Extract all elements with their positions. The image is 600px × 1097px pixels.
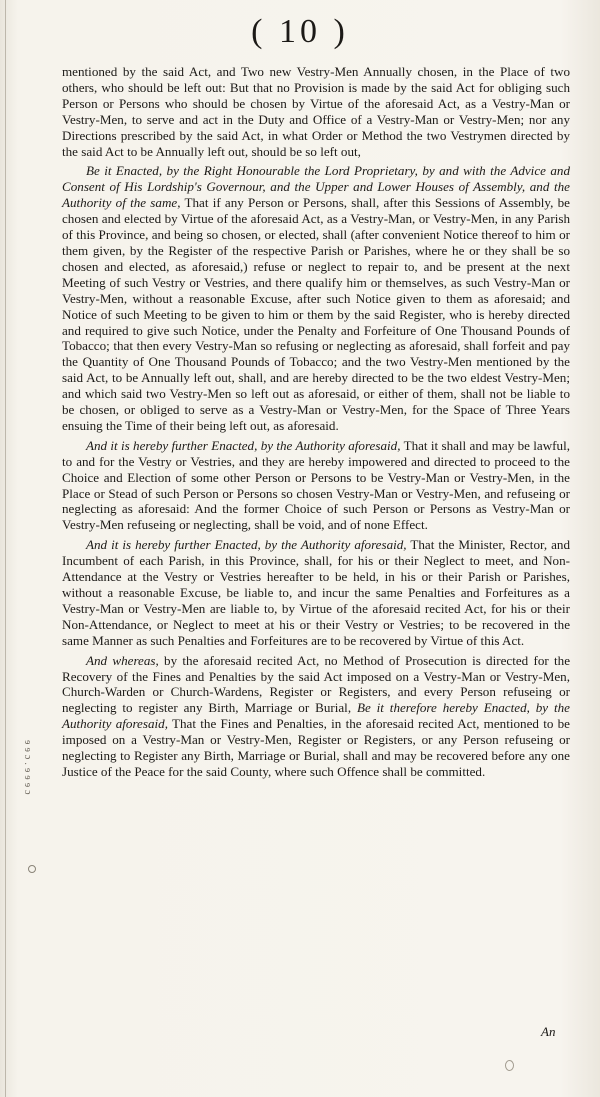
paragraph-p3 xyxy=(62,438,570,533)
paragraph-p5 xyxy=(62,653,570,780)
text-segment: That the Minister, Rector, and Incumbent of each Parish, in this Province, shall, for his or their Neglect to meet, and Non-Attendance at the Vestry or Vestries hereafter to be held, in his or their Parish or Parishes, without a reasonable Excuse, be liable to, and incur the same Penalties and Forfeitures as a Vestry-Man or Vestry-Men are liable to, by Virtue of the aforesaid recited Act, for his or their Non-Attendance, or Neglect to meet at his or their Vestry or Vestries; to be recovered in the same Manner as such Penalties and Forfeitures are to be recovered by Virtue of this Act. xyxy=(62,537,571,648)
catchword: An xyxy=(541,1024,556,1039)
text-segment: by the aforesaid recited Act, no Method of Prosecution is directed for the Recovery of the Fines and Penalties by the said Act imposed on a Vestry-Man or Vestry-Men, Church-Warden or Church-Wardens, Register or Registers, and every Person refuseing or neglecting to register any Birth, Marriage or Burial, xyxy=(62,652,570,716)
text-segment: mentioned by the said Act, and Two new Vestry-Men Annually chosen, in the Place of two others, who should be left out: But that no Provision is made by the said Act for obliging such Person or Persons who should be chosen by Virtue of the aforesaid Act, as a Vestry-Man or Vestry-Men, to serve and act in the Duty and Office of a Vestry-Man or Vestry-Men; nor any Directions prescribed by the said Act, in what Order or Method the two Vestrymen directed by the said Act to be Annually left out, should be so left out, xyxy=(62,64,570,159)
paragraph-p4 xyxy=(62,537,570,648)
italic-text-segment: And it is hereby further Enacted, by the Authority aforesaid, xyxy=(86,437,401,453)
margin-dot-mark xyxy=(28,865,36,873)
italic-text-segment: Be it Enacted, by the Right Honourable the Lord Proprietary, by and with the Advice and Consent of His Lordship's Governour, and the Upper and Lower Houses of Assembly, and the Authority of the same, xyxy=(62,163,570,211)
margin-stamp: ɘɘɔ.ɘɘɘɔ xyxy=(22,740,33,798)
text-segment: That it shall and may be lawful, to and for the Vestry or Vestries, and they are hereby impowered and directed to proceed to the Choice and Election of some other Person or Persons to be Vestry-Man or Vestry-Men, in the Place or Stead of such Person or Persons so chosen Vestry-Man or Vestry-Men, and refuseing or neglecting as aforesaid: And the former Choice of such Person or Persons as Vestry-Man or Vestry-Men refuseing or neglecting, shall be void, and of none Effect. xyxy=(62,437,571,533)
italic-text-segment: And it is hereby further Enacted, by the Authority aforesaid, xyxy=(86,537,407,553)
italic-text-segment: And whereas, xyxy=(86,652,159,668)
text-segment: That if any Person or Persons, shall, after this Sessions of Assembly, be chosen and elected by Virtue of the aforesaid Act, as a Vestry-Man, or Vestry-Men, in any Parish of this Province, and being so chosen, or elected, shall (after convenient Notice thereof to him or them given, by the Register of the respective Parish or Parishes, where he or they shall be so chosen and elected, as aforesaid,) refuse or neglect to repair to, and be present at the next Meeting of such Vestry or Vestries, and there qualify him or themselves, as such Vestry-Man or Vestry-Men, without a reasonable Excuse, after such Notice given to them as aforesaid; and Notice of such Meeting to be given to him or them by the said Register, who is hereby directed and required to give such Notice, under the Penalty and Forfeiture of One Thousand Pounds of Tobacco; that then every Vestry-Man so refusing or neglecting as aforesaid, shall forfeit and pay the Quantity of One Thousand Pounds of Tobacco; and the two Vestry-Men mentioned by the said Act, to be Annually left out, shall, and are hereby directed to be the two eldest Vestry-Men; and which said two Vestry-Men so left out as aforesaid, or either of them, shall not be liable to be chosen, or obliged to serve as a Vestry-Man or Vestry-Men, for the Space of Three Years ensuing the Time of their being left out, as aforesaid. xyxy=(62,195,570,433)
italic-text-segment: Be it therefore hereby Enacted, by the Authority aforesaid, xyxy=(62,700,570,732)
document-body xyxy=(62,64,570,784)
binding-edge xyxy=(5,0,6,1097)
paragraph-p1 xyxy=(62,64,570,159)
text-segment: That the Fines and Penalties, in the aforesaid recited Act, mentioned to be imposed on a Vestry-Man or Vestry-Men, Register or Registers, or any Person refuseing or neglecting to Register any Birth, Marriage or Burial, shall and may be recovered before any one Justice of the Peace for the said County, where such Offence shall be committed. xyxy=(62,716,570,779)
page-number: ( 10 ) xyxy=(251,13,349,50)
corner-ring-mark xyxy=(505,1060,514,1071)
paragraph-p2 xyxy=(62,163,570,433)
